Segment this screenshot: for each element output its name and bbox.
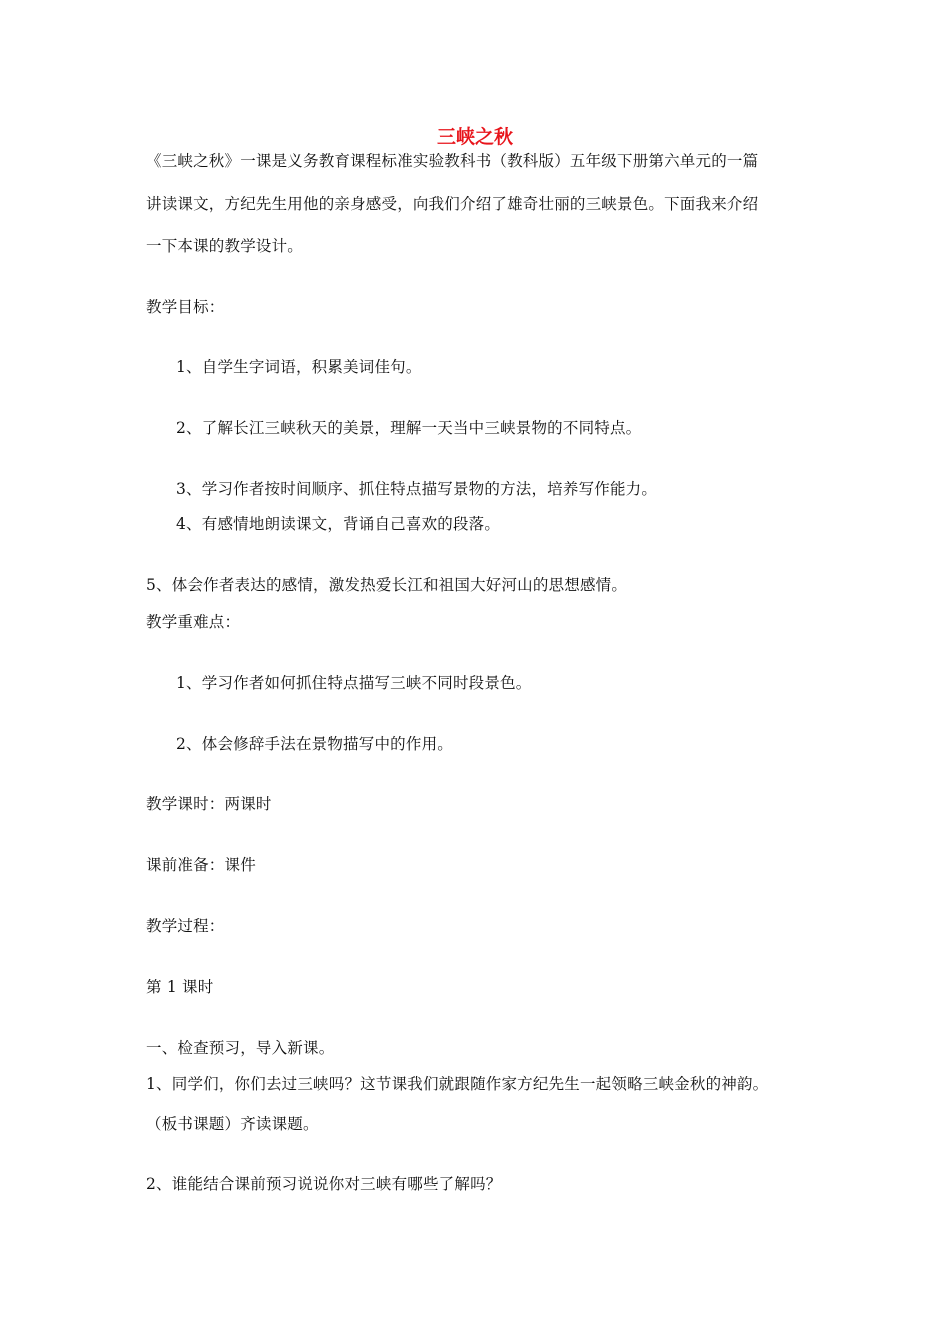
objective-4: 4、有感情地朗读课文，背诵自己喜欢的段落。 [176,515,501,533]
intro-line-1: 《三峡之秋》一课是义务教育课程标准实验教科书（教科版）五年级下册第六单元的一篇 [146,152,759,170]
document-title: 三峡之秋 [436,126,513,148]
objective-3: 3、学习作者按时间顺序、抓住特点描写景物的方法，培养写作能力。 [176,480,658,498]
objective-5: 5、体会作者表达的感情，激发热爱长江和祖国大好河山的思想感情。 [146,576,628,594]
process-heading: 教学过程： [146,917,225,935]
preparation: 课前准备：课件 [146,856,256,874]
step-one: 1、同学们，你们去过三峡吗？这节课我们就跟随作家方纪先生一起领略三峡金秋的神韵。 [146,1075,769,1093]
intro-line-3: 一下本课的教学设计。 [146,237,304,255]
objective-2: 2、了解长江三峡秋天的美景，理解一天当中三峡景物的不同特点。 [176,419,642,437]
objectives-heading: 教学目标： [146,298,225,316]
intro-line-2: 讲读课文，方纪先生用他的亲身感受，向我们介绍了雄奇壮丽的三峡景色。下面我来介绍 [146,195,759,213]
objective-1: 1、自学生字词语，积累美词佳句。 [176,358,422,376]
key-points-heading: 教学重难点： [146,613,241,631]
key-point-1: 1、学习作者如何抓住特点描写三峡不同时段景色。 [176,674,532,692]
step-two: 2、谁能结合课前预习说说你对三峡有哪些了解吗？ [146,1175,502,1193]
key-point-2: 2、体会修辞手法在景物描写中的作用。 [176,735,453,753]
lesson-one-heading: 第 1 课时 [146,978,214,996]
class-hours: 教学课时：两课时 [146,795,272,813]
section-one-heading: 一、检查预习，导入新课。 [146,1039,335,1057]
step-one-continued: （板书课题）齐读课题。 [146,1115,319,1133]
